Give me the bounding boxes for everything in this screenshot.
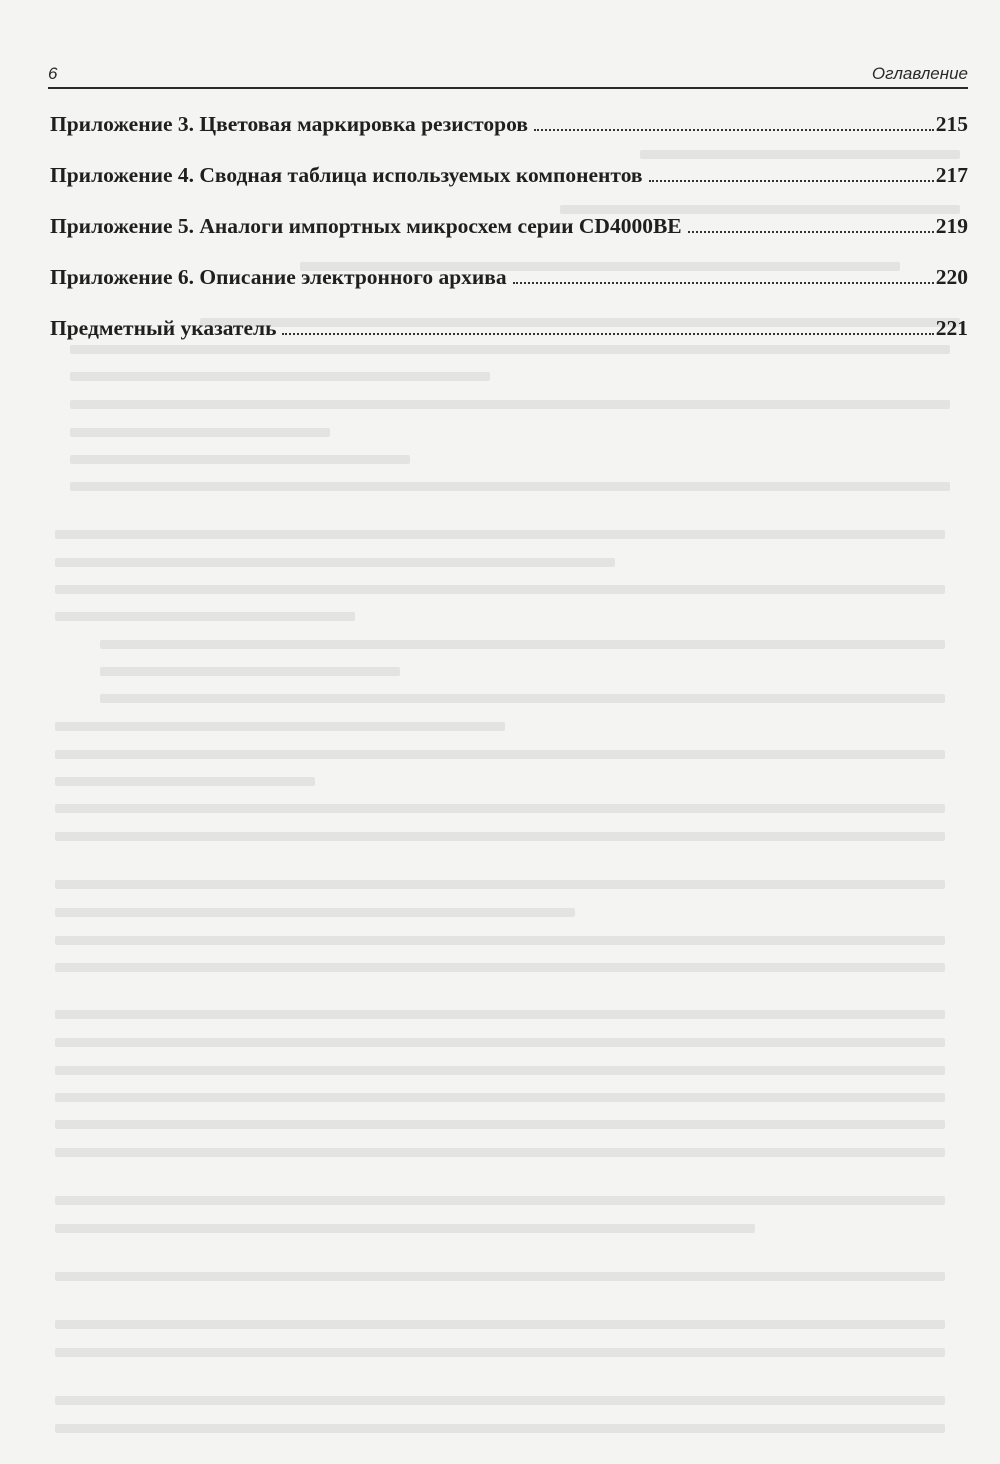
toc-entry-appendix-5[interactable] [50,214,968,265]
dot-leader [688,230,934,233]
page-number: 6 [48,64,58,83]
table-of-contents [50,112,968,367]
dot-leader [282,332,933,335]
toc-entry-appendix-3[interactable] [50,112,968,163]
toc-entry-title: Предметный указатель [50,316,277,340]
toc-entry-page: 219 [935,214,968,238]
toc-entry-page: 215 [935,112,968,136]
dot-leader [649,179,934,182]
dot-leader [534,128,934,131]
toc-entry-title: Приложение 4. Сводная таблица используемых компонентов [50,163,643,187]
toc-entry-page: 220 [935,265,968,289]
toc-entry-title: Приложение 3. Цветовая маркировка резисторов [50,112,528,136]
running-header [48,56,968,84]
toc-entry-subject-index[interactable] [50,316,968,367]
toc-entry-title: Приложение 5. Аналоги импортных микросхем серии CD4000BE [50,214,682,238]
dot-leader [513,281,934,284]
toc-entry-title: Приложение 6. Описание электронного архива [50,265,507,289]
toc-entry-page: 221 [935,316,968,340]
header-rule [48,87,968,89]
toc-entry-appendix-6[interactable] [50,265,968,316]
toc-entry-page: 217 [935,163,968,187]
section-title: Оглавление [871,64,968,83]
toc-entry-appendix-4[interactable] [50,163,968,214]
